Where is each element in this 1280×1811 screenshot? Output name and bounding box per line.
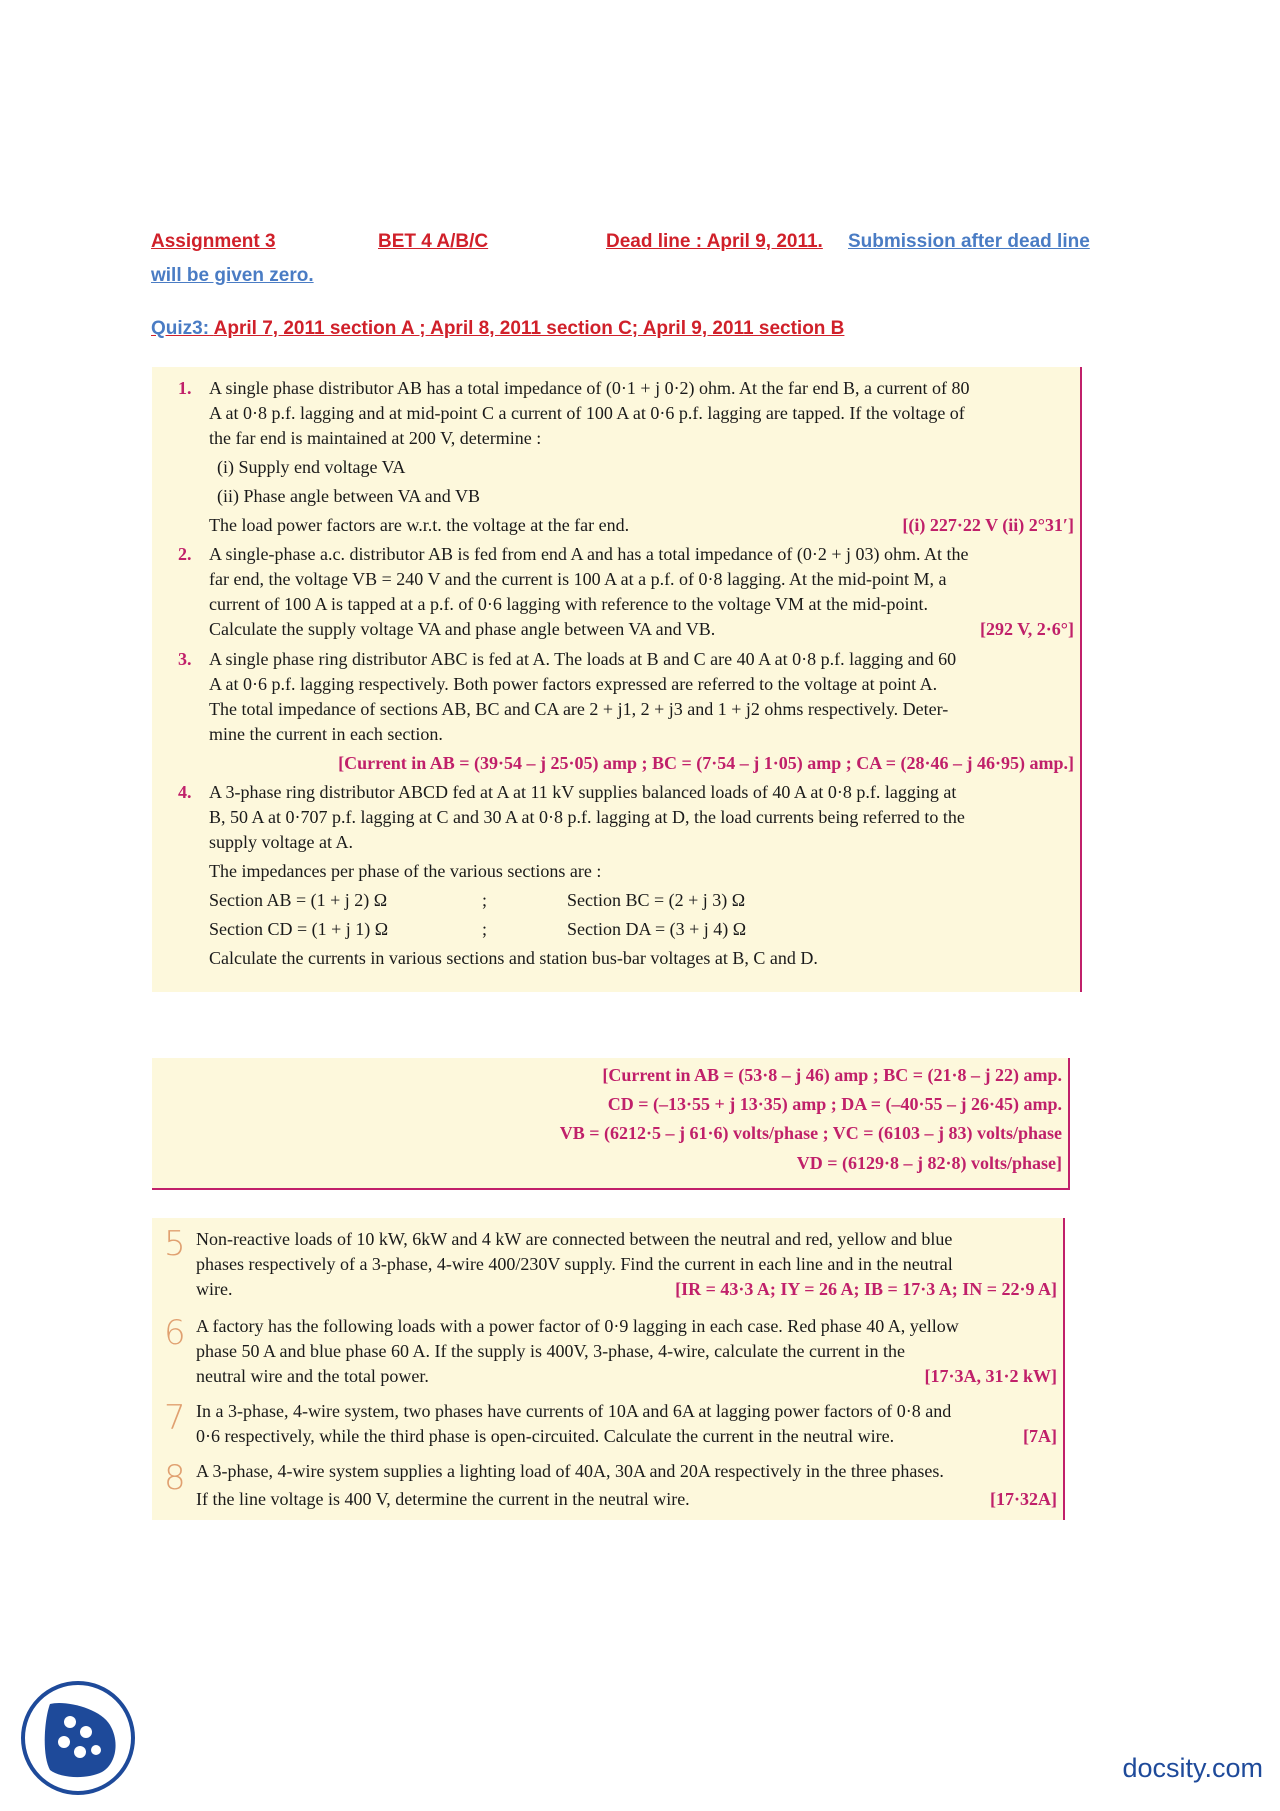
quiz-schedule: April 7, 2011 section A ; April 8, 2011 section C; April 9, 2011 section B <box>213 318 845 339</box>
problem-text: phase 50 A and blue phase 60 A. If the supply is 400V, 3-phase, 4-wire, calculate the current in the <box>196 1341 905 1361</box>
answer: [7A] <box>1023 1426 1057 1446</box>
answer: [17·32A] <box>990 1489 1057 1509</box>
section-impedance: Section AB = (1 + j 2) Ω <box>209 890 388 910</box>
section-impedance: Section BC = (2 + j 3) Ω <box>567 890 746 910</box>
problem-number: 2. <box>178 544 192 564</box>
separator: ; <box>482 890 488 910</box>
problem-number: 1. <box>178 378 192 398</box>
quiz-label: Quiz3: <box>151 318 210 339</box>
problems-box-2 <box>152 1058 1070 1188</box>
problem-text: supply voltage at A. <box>209 832 353 852</box>
submission-note-2: will be given zero. <box>151 265 314 286</box>
answer: VB = (6212·5 – j 61·6) volts/phase ; VC = (6103 – j 83) volts/phase <box>559 1123 1062 1143</box>
problem-text: wire. <box>196 1279 233 1299</box>
answer: CD = (–13·55 + j 13·35) amp ; DA = (–40·55 – j 26·45) amp. <box>607 1094 1062 1114</box>
problem-text: current of 100 A is tapped at a p.f. of 0·6 lagging with reference to the voltage VM at the mid-point. <box>209 594 928 614</box>
problem-text: B, 50 A at 0·707 p.f. lagging at C and 30 A at 0·8 p.f. lagging at D, the load currents being referred to the <box>209 807 965 827</box>
assignment-title: Assignment 3 <box>151 231 276 252</box>
problem-text: the far end is maintained at 200 V, determine : <box>209 428 542 448</box>
handwritten-number: 5 <box>164 1224 186 1264</box>
problem-text: The load power factors are w.r.t. the voltage at the far end. <box>209 515 630 535</box>
answer: [17·3A, 31·2 kW] <box>924 1366 1057 1386</box>
problem-subitem: (i) Supply end voltage VA <box>217 457 406 477</box>
problems-box-3 <box>152 1218 1065 1520</box>
handwritten-number: 8 <box>164 1458 186 1498</box>
problem-number: 4. <box>178 782 192 802</box>
problem-text: The impedances per phase of the various sections are : <box>209 861 602 881</box>
box-divider <box>152 1188 1070 1190</box>
problem-text: A at 0·8 p.f. lagging and at mid-point C a current of 100 A at 0·6 p.f. lagging are tapped. If the voltage of <box>209 403 965 423</box>
problem-text: In a 3-phase, 4-wire system, two phases have currents of 10A and 6A at lagging power factors of 0·8 and <box>196 1401 952 1421</box>
section-impedance: Section DA = (3 + j 4) Ω <box>567 919 747 939</box>
problem-text: neutral wire and the total power. <box>196 1366 429 1386</box>
problem-text: A 3-phase ring distributor ABCD fed at A at 11 kV supplies balanced loads of 40 A at 0·8 p.f. lagging at <box>209 782 957 802</box>
answer: [IR = 43·3 A; IY = 26 A; IB = 17·3 A; IN = 22·9 A] <box>675 1279 1057 1299</box>
problem-subitem: (ii) Phase angle between VA and VB <box>217 486 480 506</box>
course-code: BET 4 A/B/C <box>378 231 489 252</box>
docsity-logo-icon[interactable] <box>20 1680 136 1796</box>
problem-text: Calculate the currents in various sections and station bus-bar voltages at B, C and D. <box>209 948 818 968</box>
answer: [(i) 227·22 V (ii) 2°31′] <box>902 515 1074 535</box>
problem-text: A single phase distributor AB has a total impedance of (0·1 + j 0·2) ohm. At the far end B, a current of 80 <box>209 378 970 398</box>
problem-text: A single phase ring distributor ABC is fed at A. The loads at B and C are 40 A at 0·8 p.f. lagging and 60 <box>209 649 957 669</box>
answer: [292 V, 2·6°] <box>979 619 1074 639</box>
problem-text: phases respectively of a 3-phase, 4-wire 400/230V supply. Find the current in each line and in the neutral <box>196 1254 953 1274</box>
problem-text: The total impedance of sections AB, BC and CA are 2 + j1, 2 + j3 and 1 + j2 ohms respectively. Deter- <box>209 699 949 719</box>
problem-text: A single-phase a.c. distributor AB is fed from end A and has a total impedance of (0·2 + j 03) ohm. At the <box>209 544 969 564</box>
problem-text: A at 0·6 p.f. lagging respectively. Both power factors expressed are referred to the voltage at point A. <box>209 674 938 694</box>
problem-text: Non-reactive loads of 10 kW, 6kW and 4 kW are connected between the neutral and red, yellow and blue <box>196 1229 953 1249</box>
handwritten-number: 6 <box>164 1313 186 1353</box>
problem-text: mine the current in each section. <box>209 724 443 744</box>
section-impedance: Section CD = (1 + j 1) Ω <box>209 919 389 939</box>
problem-number: 3. <box>178 649 192 669</box>
problem-text: A factory has the following loads with a power factor of 0·9 lagging in each case. Red phase 40 A, yellow <box>196 1316 959 1336</box>
submission-note-1: Submission after dead line <box>848 231 1090 252</box>
answer: [Current in AB = (39·54 – j 25·05) amp ; BC = (7·54 – j 1·05) amp ; CA = (28·46 – j 46·95) amp.] <box>338 753 1074 773</box>
problem-text: Calculate the supply voltage VA and phase angle between VA and VB. <box>209 619 716 639</box>
docsity-brand-link[interactable]: docsity.com <box>1122 1753 1263 1783</box>
handwritten-number: 7 <box>164 1398 186 1438</box>
problem-text: A 3-phase, 4-wire system supplies a lighting load of 40A, 30A and 20A respectively in the three phases. <box>196 1461 944 1481</box>
separator: ; <box>482 919 488 939</box>
deadline: Dead line : April 9, 2011. <box>606 231 823 252</box>
quiz-line <box>151 318 844 340</box>
answer: [Current in AB = (53·8 – j 46) amp ; BC = (21·8 – j 22) amp. <box>602 1065 1062 1085</box>
problem-text: If the line voltage is 400 V, determine the current in the neutral wire. <box>196 1489 690 1509</box>
problems-box-1 <box>152 367 1082 992</box>
problem-text: 0·6 respectively, while the third phase is open-circuited. Calculate the current in the neutral wire. <box>196 1426 895 1446</box>
problem-text: far end, the voltage VB = 240 V and the current is 100 A at a p.f. of 0·8 lagging. At the mid-point M, a <box>209 569 947 589</box>
answer: VD = (6129·8 – j 82·8) volts/phase] <box>796 1153 1062 1173</box>
